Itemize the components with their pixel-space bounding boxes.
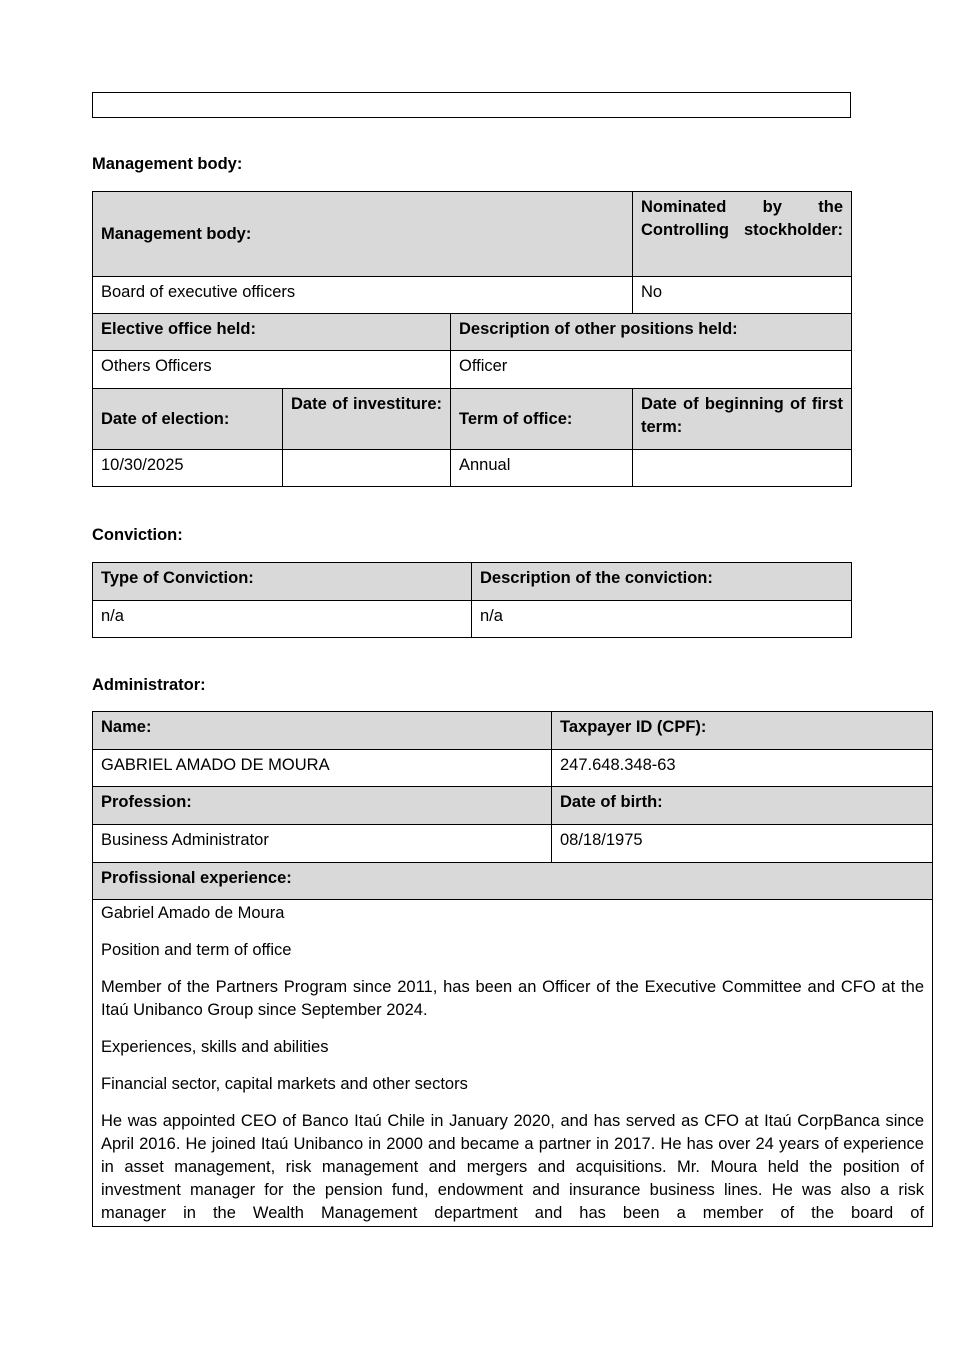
experience-paragraph: Gabriel Amado de Moura (101, 904, 285, 922)
administrator-table (92, 711, 933, 1227)
header-nominated: Nominated by the Controlling stockholder: (633, 192, 852, 277)
professional-experience-cell (93, 900, 933, 1227)
header-other-positions: Description of other positions held: (451, 314, 852, 351)
election-date-value: 10/30/2025 (93, 450, 283, 487)
administrator-name-value: GABRIEL AMADO DE MOURA (93, 750, 552, 787)
management-section-title: Management body: (92, 155, 243, 173)
header-conviction-type: Type of Conviction: (93, 563, 472, 601)
conviction-type-value: n/a (93, 601, 472, 638)
elective-office-value: Others Officers (93, 351, 451, 389)
header-elective-office: Elective office held: (93, 314, 451, 351)
experience-paragraph: Position and term of office (101, 941, 292, 959)
administrator-section-title: Administrator: (92, 676, 206, 694)
header-management-body: Management body: (93, 192, 633, 277)
header-date-of-birth: Date of birth: (552, 787, 933, 825)
experience-paragraph: Experiences, skills and abilities (101, 1038, 329, 1056)
first-term-date-value (633, 450, 852, 487)
conviction-description-value: n/a (472, 601, 852, 638)
experience-paragraph: Financial sector, capital markets and other sectors (101, 1075, 468, 1093)
conviction-table (92, 562, 852, 638)
header-professional-experience: Profissional experience: (93, 863, 933, 900)
conviction-section-title: Conviction: (92, 526, 183, 544)
other-positions-value: Officer (451, 351, 852, 389)
nominated-value: No (633, 277, 852, 314)
top-empty-box (92, 92, 851, 118)
management-table (92, 191, 852, 487)
header-name: Name: (93, 712, 552, 750)
header-conviction-description: Description of the conviction: (472, 563, 852, 601)
header-profession: Profession: (93, 787, 552, 825)
investiture-date-value (283, 450, 451, 487)
date-of-birth-value: 08/18/1975 (552, 825, 933, 863)
profession-value: Business Administrator (93, 825, 552, 863)
term-of-office-value: Annual (451, 450, 633, 487)
header-first-term-date: Date of beginning of first term: (633, 389, 852, 450)
experience-paragraph: He was appointed CEO of Banco Itaú Chile in January 2020, and has served as CFO at Itaú CorpBanca since April 2016. He joined Itaú Unibanco in 2000 and became a partner in 2017. He has over 24 years of experience in asset management, risk management and mergers and acquisitions. Mr. Moura held the position of investment manager for the pension fund, endowment and insurance business lines. He was also a risk manager in the Wealth Management department and has been a member of the board of (101, 1112, 924, 1222)
header-term-of-office: Term of office: (451, 389, 633, 450)
management-body-value: Board of executive officers (93, 277, 633, 314)
header-investiture-date: Date of investiture: (283, 389, 451, 450)
header-election-date: Date of election: (93, 389, 283, 450)
taxpayer-id-value: 247.648.348-63 (552, 750, 933, 787)
experience-paragraph: Member of the Partners Program since 2011, has been an Officer of the Executive Committee and CFO at the Itaú Unibanco Group since September 2024. (101, 978, 924, 1019)
header-taxpayer-id: Taxpayer ID (CPF): (552, 712, 933, 750)
